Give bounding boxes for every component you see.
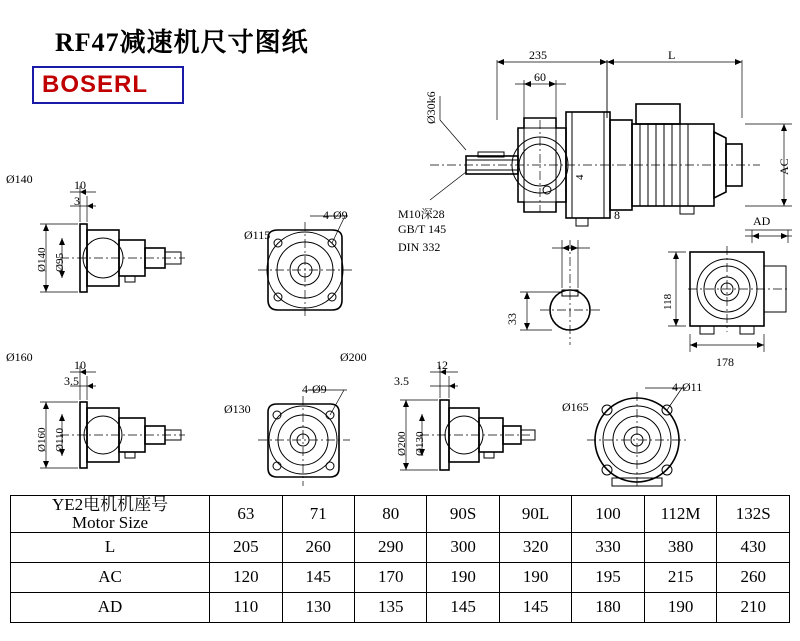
col-head-0: 63 [210,496,282,533]
row2-dim-12: 12 [436,358,448,372]
cell-AC-5: 195 [572,562,644,592]
header-label-cell [11,496,210,533]
row-label-AD: AD [11,592,210,622]
row2-dia-165: Ø165 [562,400,589,414]
dim-AD-label: AD [753,214,771,228]
cell-L-0: 205 [210,532,282,562]
row1-dia-115: Ø115 [244,228,271,242]
row2-dim-3-5b: 3.5 [394,374,409,388]
table-header-row [11,496,790,533]
cell-AC-4: 190 [499,562,571,592]
row1-dia-140: Ø140 [36,247,48,272]
key-length-label: 4 [574,174,586,180]
cell-AD-4: 145 [499,592,571,622]
cell-L-7: 430 [717,532,790,562]
row2-dim-3-5: 3.5 [64,374,79,388]
dim-AC-label: AC [777,158,791,175]
dim-60-label: 60 [534,70,546,84]
dim-178-label: 178 [716,355,734,369]
brand-logo: BOSERL [42,71,149,98]
thread-note-line3: DIN 332 [398,240,441,254]
motor-size-table [10,495,790,623]
cell-AD-3: 145 [427,592,499,622]
cell-AC-7: 260 [717,562,790,592]
row-label-AC: AC [11,562,210,592]
dim-118-label: 118 [662,293,674,310]
row2-dia-200: Ø200 [396,431,408,456]
table-row [11,562,790,592]
row1-holes-label: 4-Ø9 [323,208,348,222]
col-head-4: 90L [499,496,571,533]
row2-dia-160: Ø160 [36,427,48,452]
row2-dia-110: Ø110 [54,427,66,452]
dim-235-label: 235 [529,48,547,62]
dim-33-label: 33 [505,313,519,325]
row2-holes-4-9: 4-Ø9 [302,382,327,396]
table-row [11,532,790,562]
col-head-5: 100 [572,496,644,533]
table-row [11,592,790,622]
col-head-7: 132S [717,496,790,533]
row-label-L: L [11,532,210,562]
row2-dia-130b: Ø130 [414,431,426,456]
row1-dim-3: 3 [74,194,80,208]
dim-L-label: L [668,48,676,62]
cell-AC-0: 120 [210,562,282,592]
header-label-line1: YE2电机机座号 [51,495,169,514]
thread-note-line1: M10深28 [398,207,445,221]
cell-AD-7: 210 [717,592,790,622]
cell-L-4: 320 [499,532,571,562]
header-label-line2: Motor Size [72,512,149,532]
row2-holes-4-11: 4-Ø11 [672,380,703,394]
cell-AD-2: 135 [354,592,426,622]
cell-AC-1: 145 [282,562,354,592]
col-head-1: 71 [282,496,354,533]
cell-AC-6: 215 [644,562,717,592]
cell-AD-0: 110 [210,592,282,622]
cell-L-6: 380 [644,532,717,562]
cell-AC-3: 190 [427,562,499,592]
cell-AC-2: 170 [354,562,426,592]
row1-dia-95: Ø95 [54,253,66,272]
row2-dim-10: 10 [74,358,86,372]
cell-AD-6: 190 [644,592,717,622]
flange-140-label: Ø140 [6,172,33,186]
cell-L-3: 300 [427,532,499,562]
row1-dim-10: 10 [74,178,86,192]
shaft-diameter-label: Ø30k6 [424,91,438,124]
row2-dia-130: Ø130 [224,402,251,416]
flange-200-label: Ø200 [340,350,367,364]
cell-AD-1: 130 [282,592,354,622]
cell-AD-5: 180 [572,592,644,622]
cell-L-1: 260 [282,532,354,562]
flange-160-label: Ø160 [6,350,33,364]
thread-note-line2: GB/T 145 [398,222,447,236]
page-title: RF47减速机尺寸图纸 [55,28,309,57]
col-head-6: 112M [644,496,717,533]
table-body [11,496,790,623]
dim-8-label: 8 [614,208,620,222]
cell-L-2: 290 [354,532,426,562]
col-head-3: 90S [427,496,499,533]
cell-L-5: 330 [572,532,644,562]
col-head-2: 80 [354,496,426,533]
